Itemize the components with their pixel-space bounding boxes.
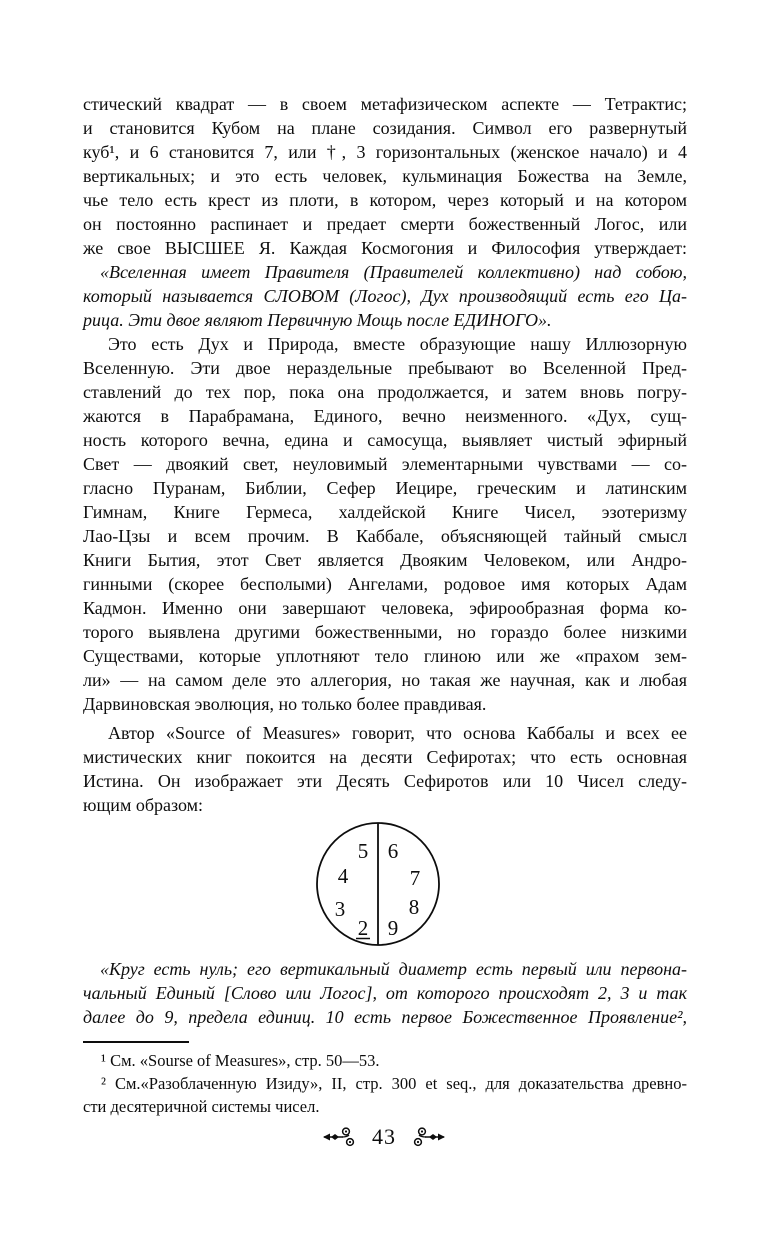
figure-number: 3 <box>334 897 346 921</box>
text-line: мистических книг покоится на десяти Сефиротах; что есть основная <box>83 747 687 767</box>
body-paragraph <box>83 332 687 716</box>
paragraphs-above-figure <box>83 92 687 817</box>
text-line: Истина. Он изображает эти Десять Сефиротов или 10 Чисел следу- <box>83 771 687 791</box>
text-line: Лао-Цзы и всем прочим. В Каббале, объясняющей тайный смысл <box>83 526 687 546</box>
text-line: далее до 9, предела единиц. 10 есть первое Божественное Проявление², <box>83 1007 687 1027</box>
text-line: гинными (скорее бесполыми) Ангелами, родовое имя которых Адам <box>83 574 687 594</box>
text-line: вертикальных; и это есть человек, кульминация Божества на Земле, <box>83 166 687 186</box>
text-line: Вселенную. Эти двое нераздельные пребывают во Вселенной Пред- <box>83 358 687 378</box>
text-line: Существами, которые уплотняют тело глиною или же «прахом зем- <box>83 646 687 666</box>
text-line: рица. Эти двое являют Первичную Мощь после ЕДИНОГО». <box>83 310 552 330</box>
text-line: «Круг есть нуль; его вертикальный диаметр есть первый или первона- <box>100 959 687 979</box>
text-line: Книги Бытия, этот Свет является Двояким Человеком, или Андро- <box>83 550 687 570</box>
circle-diagram <box>315 821 441 947</box>
text-line: ставлений до тех пор, пока она продолжается, и затем вновь погру- <box>83 382 687 402</box>
body-paragraph <box>83 92 687 260</box>
text-line: Гимнам, Книге Гермеса, халдейской Книге Чисел, эзотеризму <box>83 502 687 522</box>
footnote <box>83 1049 687 1072</box>
text-line: ² См.«Разоблаченную Изиду», II, стр. 300 et seq., для доказательства древно- <box>101 1074 687 1093</box>
text-line: Дарвиновская эволюция, но только более правдивая. <box>83 694 487 714</box>
body-paragraph <box>83 721 687 817</box>
text-line: ность которого вечна, едина и самосуща, выявляет чистый эфирный <box>83 430 687 450</box>
text-line: стический квадрат — в своем метафизическом аспекте — Тетрактис; <box>83 94 687 114</box>
text-line: Автор «Source of Measures» говорит, что основа Каббалы и всех ее <box>108 723 687 743</box>
text-line: ющим образом: <box>83 795 204 815</box>
figure-number: 9 <box>387 916 399 940</box>
text-line: он постоянно распинает и предает смерти божественный Логос, или <box>83 214 687 234</box>
text-line: торого выявлена другими божественными, но гораздо более низкими <box>83 622 687 642</box>
figure-number: 8 <box>408 895 420 919</box>
text-line: гласно Пуранам, Библии, Сефер Иецире, греческим и латинским <box>83 478 687 498</box>
figure-number: 7 <box>409 866 421 890</box>
text-line: Это есть Дух и Природа, вместе образующие нашу Иллюзорную <box>108 334 687 354</box>
sephiroth-circle-figure <box>315 821 441 947</box>
text-line: который называется СЛОВОМ (Логос), Дух производящий есть его Ца- <box>83 286 687 306</box>
footnote <box>83 1072 687 1118</box>
text-line: «Вселенная имеет Правителя (Правителей коллективно) над собою, <box>100 262 687 282</box>
text-line: Свет — двоякий свет, неуловимый элементарными чувствами — со- <box>83 454 687 474</box>
page-number: 43 <box>372 1124 396 1149</box>
text-line: сти десятеричной системы чисел. <box>83 1097 320 1116</box>
text-line: и становится Кубом на плане созидания. Символ его развернутый <box>83 118 687 138</box>
figure-number: 4 <box>337 864 349 888</box>
text-line: жаются в Парабрамана, Единого, вечно неизменного. «Дух, сущ- <box>83 406 687 426</box>
text-line: ¹ См. «Sourse of Measures», стр. 50—53. <box>101 1051 380 1070</box>
page-footer <box>0 1124 768 1150</box>
figure-number: 6 <box>387 839 399 863</box>
text-line: чальный Единый [Слово или Логос], от которого происходят 2, 3 и так <box>83 983 687 1003</box>
footnote-list <box>83 1049 687 1118</box>
footnotes-section <box>83 1041 687 1118</box>
text-line: куб¹, и 6 становится 7, или †, 3 горизонтальных (женское начало) и 4 <box>83 142 687 162</box>
text-line: чье тело есть крест из плоти, в котором, через который и на котором <box>83 190 687 210</box>
paragraphs-below-figure <box>83 957 687 1029</box>
text-line: Кадмон. Именно они завершают человека, эфирообразная форма ко- <box>83 598 687 618</box>
quote-paragraph <box>83 260 687 332</box>
figure-number-underlined: 2 <box>357 916 369 940</box>
quote-paragraph <box>83 957 687 1029</box>
fleuron-right-icon <box>411 1125 445 1149</box>
fleuron-left-icon <box>323 1125 357 1149</box>
text-line: же свое ВЫСШЕЕ Я. Каждая Космогония и Философия утверждает: <box>83 238 687 258</box>
footnote-rule <box>83 1041 189 1043</box>
figure-number: 5 <box>357 839 369 863</box>
text-block <box>83 0 687 1118</box>
text-line: ли» — на самом деле это аллегория, но такая же научная, как и любая <box>83 670 687 690</box>
